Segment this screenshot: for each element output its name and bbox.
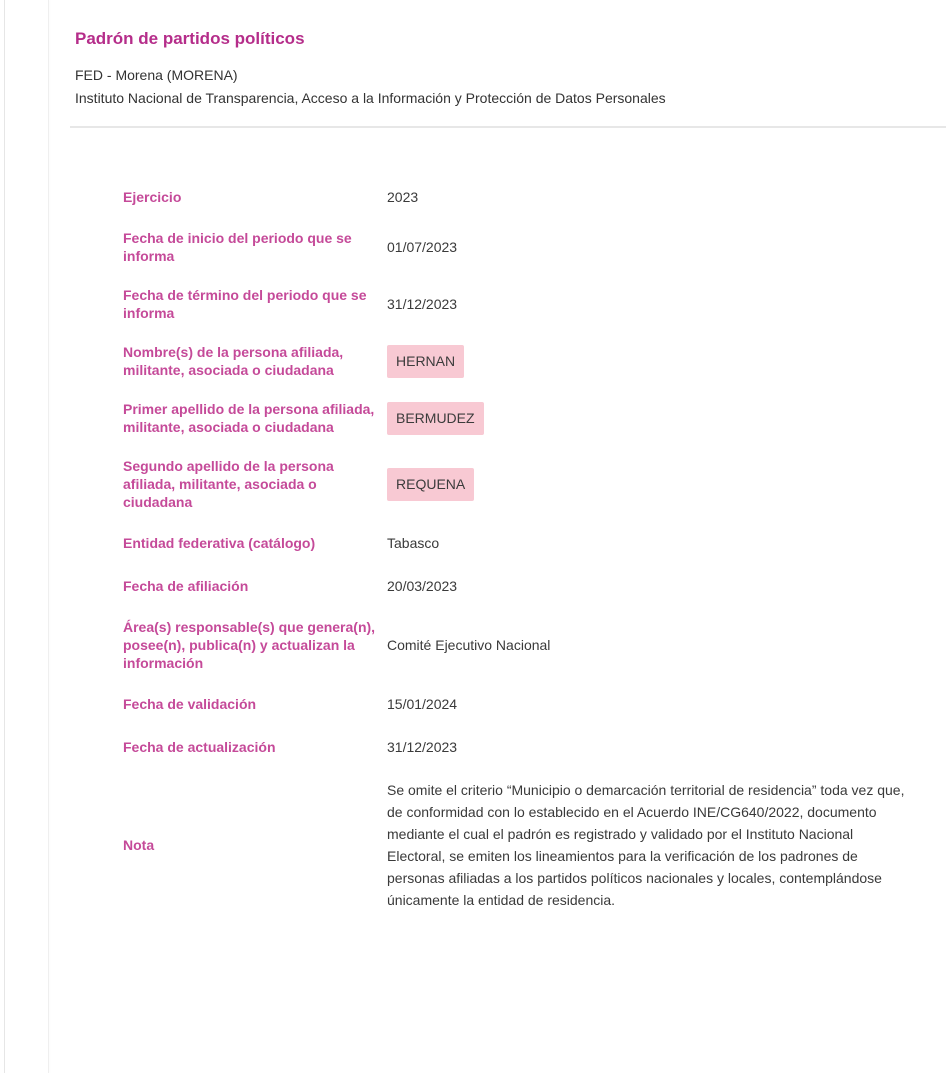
field-value <box>387 402 484 435</box>
field-value: 31/12/2023 <box>387 296 458 312</box>
field-row <box>123 186 909 208</box>
field-value: Comité Ejecutivo Nacional <box>387 637 551 653</box>
field-label: Área(s) responsable(s) que genera(n), posee(n), publica(n) y actualizan la información <box>123 619 376 671</box>
field-value <box>387 345 464 378</box>
header-subtitles <box>75 64 946 110</box>
field-label: Fecha de término del periodo que se informa <box>123 287 367 321</box>
field-label: Fecha de inicio del periodo que se informa <box>123 230 352 264</box>
highlighted-value-chip: BERMUDEZ <box>387 402 484 435</box>
field-value: 01/07/2023 <box>387 239 458 255</box>
highlighted-value-chip: REQUENA <box>387 468 474 501</box>
field-label: Ejercicio <box>123 189 182 205</box>
field-row <box>123 457 909 511</box>
field-label: Nombre(s) de la persona afiliada, militante, asociada o ciudadana <box>123 344 344 378</box>
highlighted-value-chip: HERNAN <box>387 345 464 378</box>
field-label: Fecha de afiliación <box>123 578 249 594</box>
page-edge-line-outer <box>4 0 5 1073</box>
field-label: Entidad federativa (catálogo) <box>123 535 316 551</box>
institution-name: Instituto Nacional de Transparencia, Acceso a la Información y Protección de Datos Personales <box>75 90 666 106</box>
field-label: Fecha de actualización <box>123 739 276 755</box>
field-row <box>123 286 909 322</box>
field-list <box>123 186 909 911</box>
field-row <box>123 400 909 436</box>
field-value: Tabasco <box>387 535 440 551</box>
field-row <box>123 343 909 379</box>
field-value: Se omite el criterio “Municipio o demarcación territorial de residencia” toda vez que, de conformidad con lo establecido en el Acuerdo INE/CG640/2022, documento mediante el cual el padrón es registrado y validado por el Instituto Nacional Electoral, se emiten los lineamientos para la verificación de los padrones de personas afiliadas a los partidos políticos nacionales y locales, contemplándose únicamente la entidad de residencia. <box>387 782 905 908</box>
header-divider <box>70 126 946 128</box>
field-row <box>123 693 909 715</box>
page-edge-line-inner <box>48 0 49 1073</box>
field-value: 15/01/2024 <box>387 696 458 712</box>
record-detail-panel <box>75 0 946 911</box>
field-label: Primer apellido de la persona afiliada, militante, asociada o ciudadana <box>123 401 375 435</box>
field-value: 2023 <box>387 189 419 205</box>
field-row <box>123 229 909 265</box>
party-name: FED - Morena (MORENA) <box>75 67 238 83</box>
field-label: Segundo apellido de la persona afiliada, militante, asociada o ciudadana <box>123 458 334 510</box>
field-value: 20/03/2023 <box>387 578 458 594</box>
field-value <box>387 468 474 501</box>
field-row <box>123 618 909 672</box>
field-row <box>123 532 909 554</box>
field-label: Nota <box>123 837 155 853</box>
field-label: Fecha de validación <box>123 696 257 712</box>
page-title: Padrón de partidos políticos <box>75 29 305 48</box>
field-row <box>123 575 909 597</box>
field-value: 31/12/2023 <box>387 739 458 755</box>
field-row <box>123 779 909 911</box>
field-row <box>123 736 909 758</box>
